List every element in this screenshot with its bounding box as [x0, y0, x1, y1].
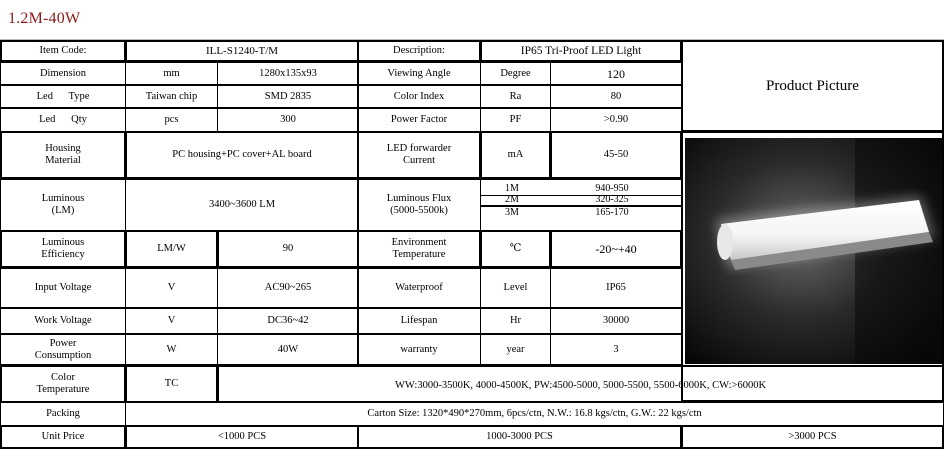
- power-label: Power Consumption: [0, 334, 126, 365]
- input-voltage-label: Input Voltage: [0, 268, 126, 308]
- work-voltage-value: DC36~42: [217, 308, 359, 334]
- waterproof-unit: Level: [480, 268, 551, 308]
- luminous-value: 3400~3600 LM: [125, 179, 359, 231]
- dimension-label: Dimension: [0, 62, 126, 85]
- title-bar: [0, 0, 944, 40]
- color-temp-unit: TC: [125, 365, 218, 403]
- price-tier-1: <1000 PCS: [125, 425, 359, 449]
- warranty-value: 3: [550, 334, 682, 365]
- input-voltage-unit: V: [125, 268, 218, 308]
- luminous-flux-table: [480, 179, 682, 231]
- led-qty-label: Led Qty: [0, 108, 126, 132]
- environment-temp-value: -20~+40: [550, 230, 682, 268]
- dimension-value: 1280x135x93: [217, 62, 359, 85]
- price-tier-3: >3000 PCS: [681, 425, 944, 449]
- forward-current-unit: mA: [480, 131, 551, 179]
- housing-label: Housing Material: [0, 131, 126, 179]
- description-label: Description:: [357, 40, 481, 62]
- flux-value: 940-950: [595, 182, 629, 194]
- luminous-flux-label: Luminous Flux (5000-5500k): [357, 179, 481, 231]
- flux-row: [481, 206, 681, 219]
- led-qty-value: 300: [217, 108, 359, 132]
- color-temp-label: Color Temperature: [0, 365, 126, 403]
- viewing-angle-label: Viewing Angle: [357, 62, 481, 85]
- housing-value: PC housing+PC cover+AL board: [125, 131, 359, 179]
- power-value: 40W: [217, 334, 359, 365]
- lifespan-value: 30000: [550, 308, 682, 334]
- viewing-angle-value: 120: [550, 62, 682, 85]
- waterproof-value: IP65: [550, 268, 682, 308]
- unit-price-label: Unit Price: [0, 425, 126, 449]
- flux-length: 1M: [505, 182, 519, 194]
- flux-value: 320-325: [595, 193, 629, 205]
- color-index-label: Color Index: [357, 85, 481, 108]
- environment-temp-unit: ℃: [480, 230, 551, 268]
- efficiency-label: Luminous Efficiency: [0, 230, 126, 268]
- power-unit: W: [125, 334, 218, 365]
- waterproof-label: Waterproof: [357, 268, 481, 308]
- led-type-chip: Taiwan chip: [125, 85, 218, 108]
- description-value: IP65 Tri-Proof LED Light: [480, 40, 682, 62]
- led-qty-unit: pcs: [125, 108, 218, 132]
- color-index-value: 80: [550, 85, 682, 108]
- luminous-label: Luminous (LM): [0, 179, 126, 231]
- viewing-angle-unit: Degree: [480, 62, 551, 85]
- dimension-unit: mm: [125, 62, 218, 85]
- lifespan-unit: Hr: [480, 308, 551, 334]
- power-factor-label: Power Factor: [357, 108, 481, 132]
- product-picture-header: [681, 40, 944, 132]
- item-code-value: ILL-S1240-T/M: [125, 40, 359, 62]
- flux-length: 3M: [505, 206, 519, 218]
- packing-label: Packing: [0, 402, 126, 426]
- page-title: 1.2M-40W: [8, 10, 81, 27]
- product-picture-label: Product Picture: [766, 78, 859, 94]
- warranty-label: warranty: [357, 334, 481, 365]
- efficiency-value: 90: [217, 230, 359, 268]
- work-voltage-unit: V: [125, 308, 218, 334]
- work-voltage-label: Work Voltage: [0, 308, 126, 334]
- power-factor-value: >0.90: [550, 108, 682, 132]
- packing-value: Carton Size: 1320*490*270mm, 6pcs/ctn, N.W.: 16.8 kgs/ctn, G.W.: 22 kgs/ctn: [125, 402, 944, 426]
- input-voltage-value: AC90~265: [217, 268, 359, 308]
- color-index-unit: Ra: [480, 85, 551, 108]
- item-code-label: Item Code:: [0, 40, 126, 62]
- efficiency-unit: LM/W: [125, 230, 218, 268]
- warranty-unit: year: [480, 334, 551, 365]
- environment-temp-label: Environment Temperature: [357, 230, 481, 268]
- led-type-label: Led Type: [0, 85, 126, 108]
- flux-length: 2M: [505, 193, 519, 205]
- forward-current-value: 45-50: [550, 131, 682, 179]
- led-type-value: SMD 2835: [217, 85, 359, 108]
- product-photo: [685, 138, 942, 364]
- forward-current-label: LED forwarder Current: [357, 131, 481, 179]
- power-factor-unit: PF: [480, 108, 551, 132]
- lifespan-label: Lifespan: [357, 308, 481, 334]
- color-temp-value: WW:3000-3500K, 4000-4500K, PW:4500-5000, 5000-5500, 5500-6000K, CW:>6000K: [217, 365, 944, 403]
- flux-value: 165-170: [595, 206, 629, 218]
- price-tier-2: 1000-3000 PCS: [357, 425, 682, 449]
